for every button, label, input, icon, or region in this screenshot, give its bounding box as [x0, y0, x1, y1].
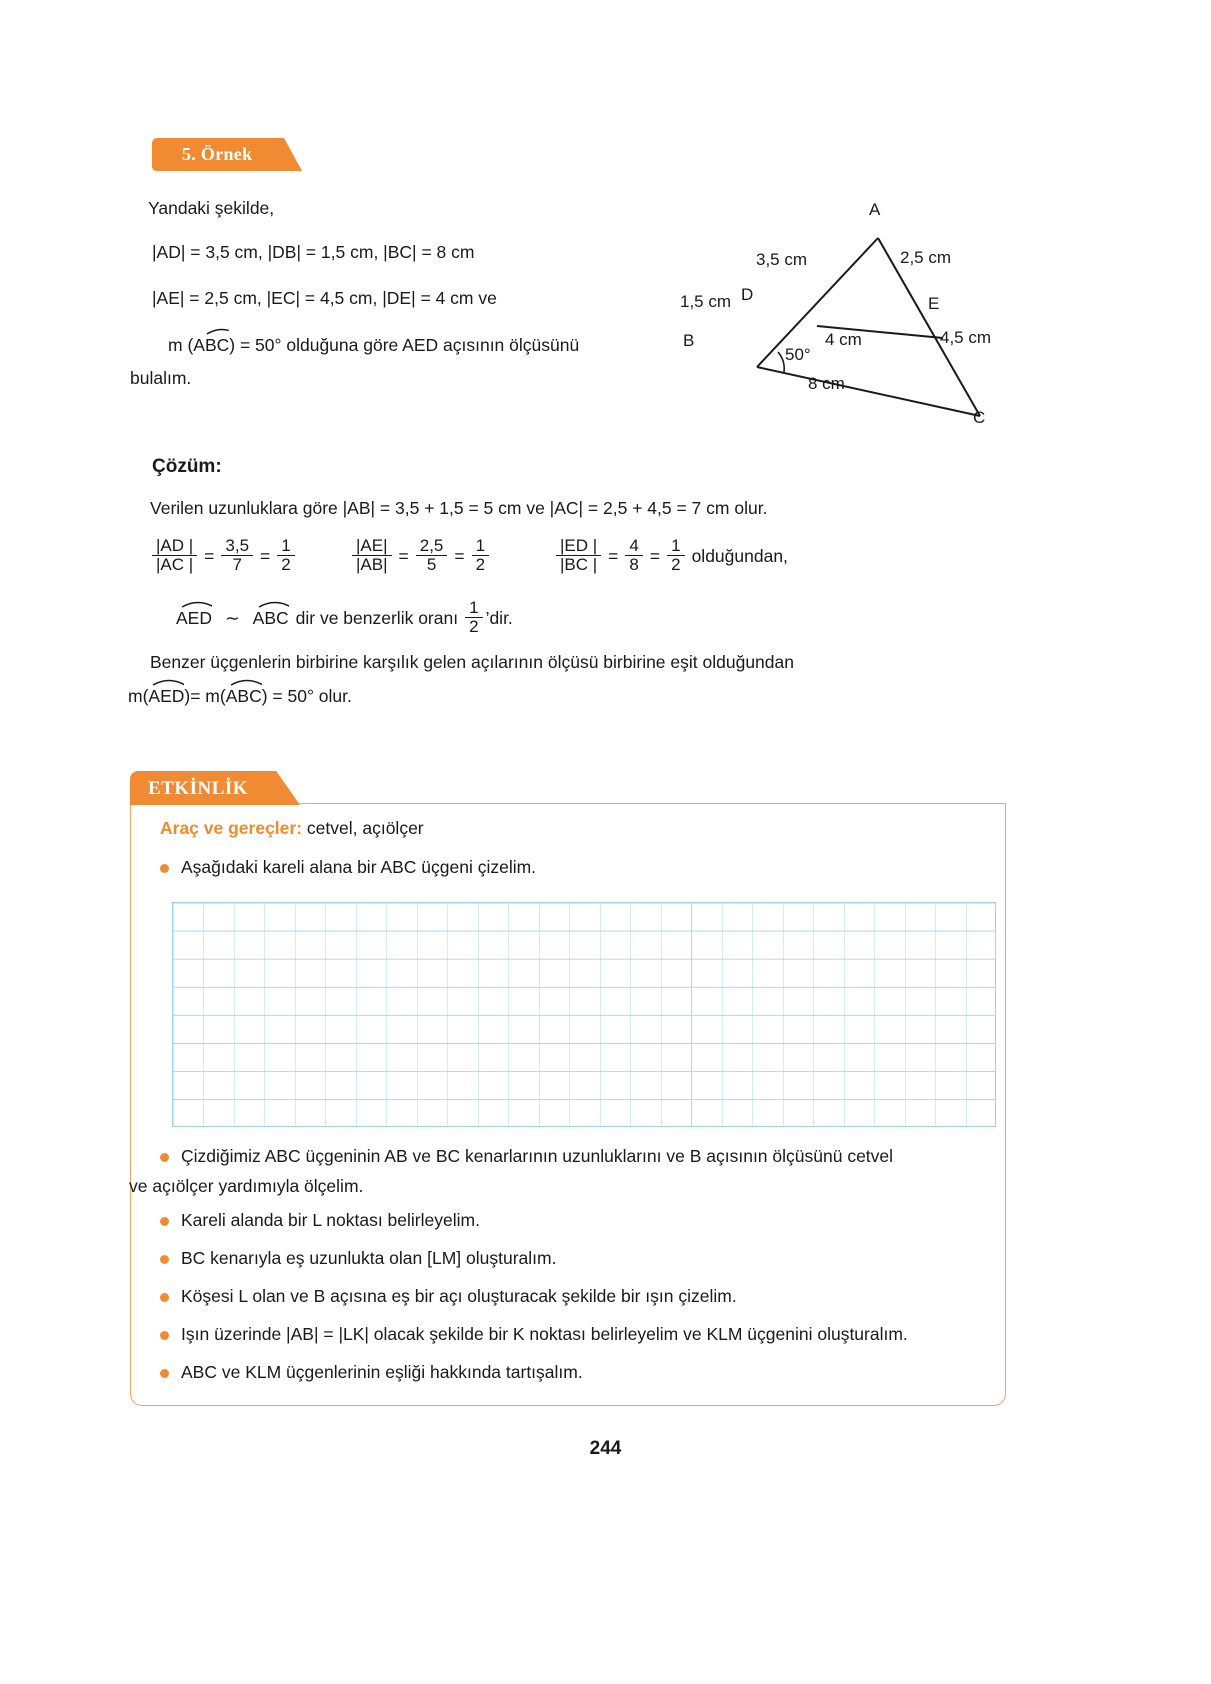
example-tab	[152, 138, 302, 171]
equals-sign: =	[398, 546, 409, 567]
ratio-2-numerator: |AE|	[356, 536, 388, 555]
ratio-1-value	[221, 537, 253, 575]
figure-vertex-B: B	[683, 331, 695, 350]
activity-step-7-text: ABC ve KLM üçgenlerinin eşliği hakkında tartışalım.	[181, 1362, 583, 1382]
ratio-3-value	[625, 537, 642, 575]
figure-label-AD: 3,5 cm	[756, 250, 808, 269]
bullet-icon	[160, 1331, 169, 1340]
conclusion-suffix: ) = 50° olur.	[261, 686, 352, 706]
activity-step-1-text: Aşağıdaki kareli alana bir ABC üçgeni çizelim.	[181, 857, 537, 877]
angle-hat-aed-2	[148, 686, 184, 708]
activity-materials	[160, 818, 424, 840]
activity-step-4-text: BC kenarıyla eş uzunlukta olan [LM] oluşturalım.	[181, 1248, 557, 1268]
ratio-1-lhs	[152, 537, 197, 575]
ratio-2-value	[416, 537, 448, 575]
figure-vertex-C: C	[973, 408, 986, 427]
bullet-icon	[160, 864, 169, 873]
similarity-symbol: ∼	[224, 608, 240, 629]
similarity-ratio-den: 2	[465, 617, 482, 636]
ratio-1-simplified-num: 1	[281, 536, 291, 555]
example-given-line-3-prefix: m (A	[168, 335, 205, 355]
activity-step-5-text: Köşesi L olan ve B açısına eş bir açı oluşturacak şekilde bir ışın çizelim.	[181, 1286, 737, 1306]
angle-hat-aed	[176, 608, 212, 629]
example-given-line-3-suffix: ) = 50° olduğuna göre AED açısının ölçüsünü	[229, 335, 580, 355]
activity-materials-value: cetvel, açıölçer	[302, 818, 424, 838]
ratio-3-denominator: |BC |	[556, 555, 601, 574]
bullet-icon	[160, 1255, 169, 1264]
activity-step-6-text: Işın üzerinde |AB| = |LK| olacak şekilde bir K noktası belirleyelim ve KLM üçgenini oluşturalım.	[181, 1324, 908, 1344]
figure-label-AE: 2,5 cm	[900, 248, 952, 267]
example-given-line-3	[168, 335, 579, 357]
angle-arc-icon	[205, 326, 229, 335]
ratio-1-simplified	[277, 537, 294, 575]
figure-label-angle-B: 50°	[785, 345, 811, 364]
figure-label-DE: 4 cm	[825, 330, 862, 349]
activity-tab	[130, 771, 300, 805]
figure-label-EC: 4,5 cm	[940, 328, 992, 347]
bullet-icon	[160, 1369, 169, 1378]
equals-sign: =	[454, 546, 465, 567]
ratio-3-numerator: |ED |	[560, 536, 598, 555]
example-given-line-2: |AE| = 2,5 cm, |EC| = 4,5 cm, |DE| = 4 cm ve	[152, 288, 497, 308]
ratio-3-simplified-den: 2	[667, 555, 684, 574]
ratio-1-simplified-den: 2	[277, 555, 294, 574]
angle-arc-icon	[253, 599, 289, 608]
similarity-statement	[176, 600, 513, 638]
conclusion-line-1: Benzer üçgenlerin birbirine karşılık gelen açılarının ölçüsü birbirine eşit olduğundan	[150, 652, 794, 672]
example-intro: Yandaki şekilde,	[148, 198, 275, 218]
ratio-3-value-num: 4	[629, 536, 639, 555]
angle-hat-abc-label: BC	[204, 335, 230, 355]
equals-sign: =	[204, 546, 215, 567]
activity-step-5	[160, 1286, 737, 1307]
ratio-2-denominator: |AB|	[352, 555, 392, 574]
bullet-icon	[160, 1153, 169, 1162]
figure-vertex-A: A	[869, 200, 881, 219]
activity-step-1	[160, 857, 536, 878]
similarity-ratio-num: 1	[469, 598, 479, 617]
ratio-2-value-num: 2,5	[419, 536, 444, 555]
ratio-3-lhs	[556, 537, 601, 575]
figure-label-BC: 8 cm	[808, 374, 845, 393]
activity-step-4	[160, 1248, 556, 1269]
similarity-ratio	[465, 599, 482, 637]
example-tab-label: 5. Örnek	[182, 144, 253, 164]
angle-arc-icon	[176, 599, 212, 608]
activity-materials-label: Araç ve gereçler:	[160, 818, 303, 838]
solution-line-1: Verilen uzunluklara göre |AB| = 3,5 + 1,5 = 5 cm ve |AC| = 2,5 + 4,5 = 7 cm olur.	[150, 498, 768, 518]
figure-label-DB: 1,5 cm	[680, 292, 732, 311]
ratio-2-simplified-den: 2	[472, 555, 489, 574]
activity-step-6	[160, 1324, 908, 1345]
equals-sign: =	[649, 546, 661, 567]
conclusion-hat-1-label: AED	[148, 686, 185, 706]
similarity-right: ABC	[252, 608, 289, 629]
equals-sign: =	[260, 546, 271, 567]
figure-vertex-D: D	[741, 285, 754, 304]
ratio-expression-1	[152, 538, 295, 576]
equals-sign: =	[608, 546, 619, 567]
conclusion-line-2	[128, 686, 352, 708]
activity-step-7	[160, 1362, 583, 1383]
ratio-expression-3	[556, 538, 788, 576]
conclusion-middle: )= m(	[184, 686, 226, 706]
conclusion-hat-2-label: ABC	[225, 686, 262, 706]
angle-arc-icon	[226, 677, 262, 686]
bullet-icon	[160, 1217, 169, 1226]
angle-hat-abc-2	[253, 608, 289, 629]
activity-step-3	[160, 1210, 480, 1231]
angle-hat-abc	[205, 335, 229, 357]
ratio-3-simplified-num: 1	[671, 536, 681, 555]
solution-heading: Çözüm:	[152, 456, 222, 477]
ratio-1-value-den: 7	[221, 555, 253, 574]
activity-step-2-text: Çizdiğimiz ABC üçgeninin AB ve BC kenarlarının uzunluklarını ve B açısının ölçüsünü cetvel	[181, 1146, 894, 1166]
example-given-line-1: |AD| = 3,5 cm, |DB| = 1,5 cm, |BC| = 8 cm	[152, 242, 475, 262]
triangle-figure-svg	[660, 190, 1060, 440]
ratio-1-numerator: |AD |	[156, 536, 194, 555]
bullet-icon	[160, 1293, 169, 1302]
similarity-text: dir ve benzerlik oranı	[295, 608, 459, 629]
ratio-2-lhs	[352, 537, 392, 575]
page-number: 244	[589, 1438, 622, 1459]
similarity-left: AED	[176, 608, 212, 629]
ratio-2-value-den: 5	[416, 555, 448, 574]
squared-paper-grid[interactable]	[172, 902, 996, 1127]
ratio-2-simplified-num: 1	[475, 536, 486, 555]
activity-step-2-text-continued: ve açıölçer yardımıyla ölçelim.	[129, 1176, 364, 1196]
ratio-3-simplified	[667, 537, 684, 575]
triangle-figure	[660, 190, 1060, 440]
activity-step-3-text: Kareli alanda bir L noktası belirleyelim.	[181, 1210, 480, 1230]
angle-hat-abc-3	[226, 686, 262, 708]
activity-step-2	[160, 1146, 893, 1167]
ratio-3-trailer: olduğundan,	[691, 546, 788, 567]
conclusion-prefix: m(	[128, 686, 149, 706]
ratio-1-denominator: |AC |	[152, 555, 197, 574]
activity-tab-label: ETKİNLİK	[148, 778, 249, 799]
similarity-suffix: ’dir.	[485, 608, 513, 629]
example-given-line-4: bulalım.	[130, 368, 192, 388]
ratio-3-value-den: 8	[625, 555, 642, 574]
angle-arc-icon	[148, 677, 184, 686]
ratio-1-value-num: 3,5	[225, 536, 250, 555]
ratio-2-simplified	[472, 537, 489, 575]
ratio-expression-2	[352, 538, 489, 576]
figure-vertex-E: E	[928, 294, 940, 313]
